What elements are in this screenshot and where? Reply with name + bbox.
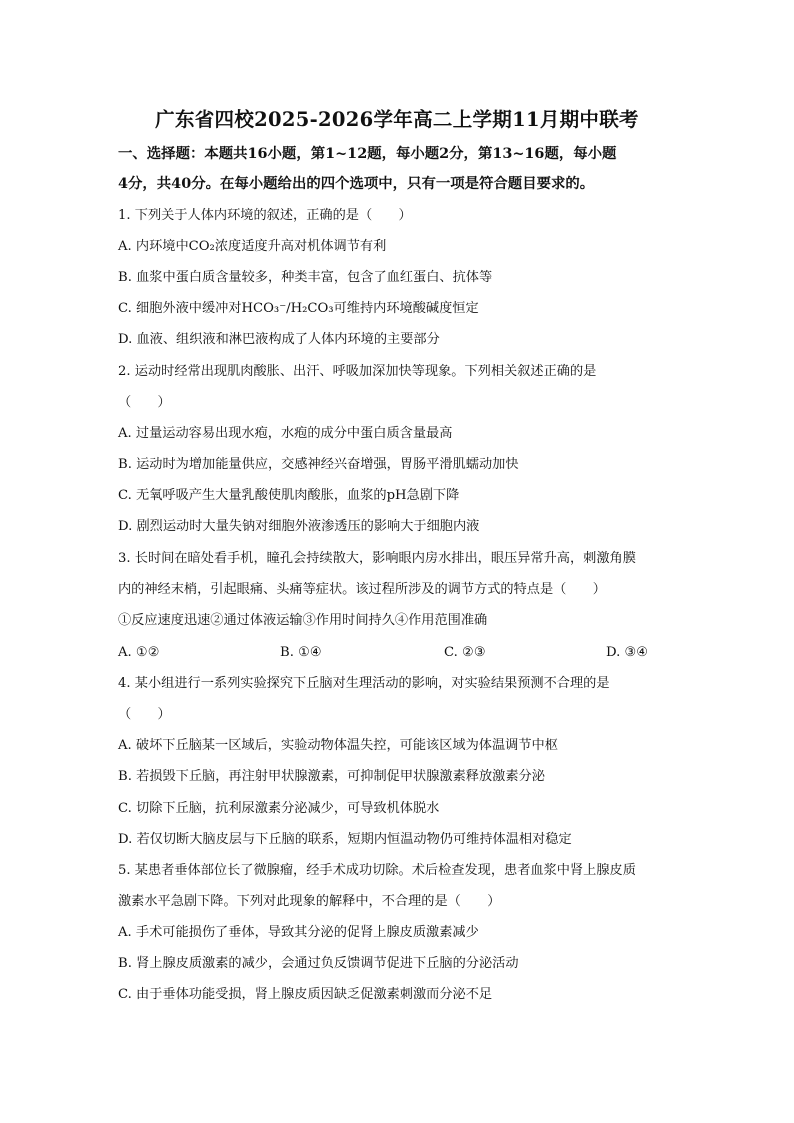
q3-options-row [118, 643, 678, 663]
q3-stem-line-2: 内的神经末梢，引起眼痛、头痛等症状。该过程所涉及的调节方式的特点是（ ） [118, 582, 606, 597]
q3-option-b: B. ①④ [280, 645, 322, 660]
q1-option-c: C. 细胞外液中缓冲对HCO₃⁻/H₂CO₃可维持内环境酸碱度恒定 [118, 301, 479, 316]
q1-stem: 1. 下列关于人体内环境的叙述，正确的是（ ） [118, 208, 412, 223]
q4-option-d: D. 若仅切断大脑皮层与下丘脑的联系，短期内恒温动物仍可维持体温相对稳定 [118, 832, 572, 847]
section-heading-line-1: 一、选择题：本题共16小题，第1~12题，每小题2分，第13~16题，每小题 [118, 145, 617, 162]
q3-option-d: D. ③④ [606, 645, 649, 660]
q1-option-d: D. 血液、组织液和淋巴液构成了人体内环境的主要部分 [118, 332, 440, 347]
q3-option-a: A. ①② [118, 645, 160, 660]
q4-stem-line-1: 4. 某小组进行一系列实验探究下丘脑对生理活动的影响，对实验结果预测不合理的是 [118, 676, 610, 691]
q2-stem-line-1: 2. 运动时经常出现肌肉酸胀、出汗、呼吸加深加快等现象。下列相关叙述正确的是 [118, 364, 597, 379]
q4-option-b: B. 若损毁下丘脑，再注射甲状腺激素，可抑制促甲状腺激素释放激素分泌 [118, 769, 545, 784]
q3-statements: ①反应速度迅速②通过体液运输③作用时间持久④作用范围准确 [118, 613, 488, 628]
q2-option-b: B. 运动时为增加能量供应，交感神经兴奋增强，胃肠平滑肌蠕动加快 [118, 457, 519, 472]
q5-stem-line-2: 激素水平急剧下降。下列对此现象的解释中，不合理的是（ ） [118, 894, 501, 909]
q5-option-a: A. 手术可能损伤了垂体，导致其分泌的促肾上腺皮质激素减少 [118, 925, 479, 940]
q1-option-a: A. 内环境中CO₂浓度适度升高对机体调节有利 [118, 239, 387, 254]
q3-stem-line-1: 3. 长时间在暗处看手机，瞳孔会持续散大，影响眼内房水排出，眼压异常升高，刺激角膜 [118, 551, 636, 566]
q1-option-b: B. 血浆中蛋白质含量较多，种类丰富，包含了血红蛋白、抗体等 [118, 270, 493, 285]
q3-option-c: C. ②③ [444, 645, 486, 660]
q2-option-c: C. 无氧呼吸产生大量乳酸使肌肉酸胀，血浆的pH急剧下降 [118, 488, 460, 503]
q4-option-a: A. 破坏下丘脑某一区域后，实验动物体温失控，可能该区域为体温调节中枢 [118, 738, 558, 753]
q4-stem-line-2: （ ） [118, 707, 171, 722]
section-heading-line-2: 4分，共40分。在每小题给出的四个选项中，只有一项是符合题目要求的。 [118, 175, 595, 192]
q2-option-a: A. 过量运动容易出现水疱，水疱的成分中蛋白质含量最高 [118, 426, 453, 441]
q2-option-d: D. 剧烈运动时大量失钠对细胞外液渗透压的影响大于细胞内液 [118, 519, 480, 534]
q5-option-c: C. 由于垂体功能受损，肾上腺皮质因缺乏促激素刺激而分泌不足 [118, 987, 493, 1002]
q5-option-b: B. 肾上腺皮质激素的减少，会通过负反馈调节促进下丘脑的分泌活动 [118, 956, 519, 971]
q5-stem-line-1: 5. 某患者垂体部位长了微腺瘤，经手术成功切除。术后检查发现，患者血浆中肾上腺皮质 [118, 863, 636, 878]
q4-option-c: C. 切除下丘脑，抗利尿激素分泌减少，可导致机体脱水 [118, 801, 440, 816]
q2-stem-line-2: （ ） [118, 395, 171, 410]
exam-title: 广东省四校2025-2026学年高二上学期11月期中联考 [155, 108, 639, 131]
